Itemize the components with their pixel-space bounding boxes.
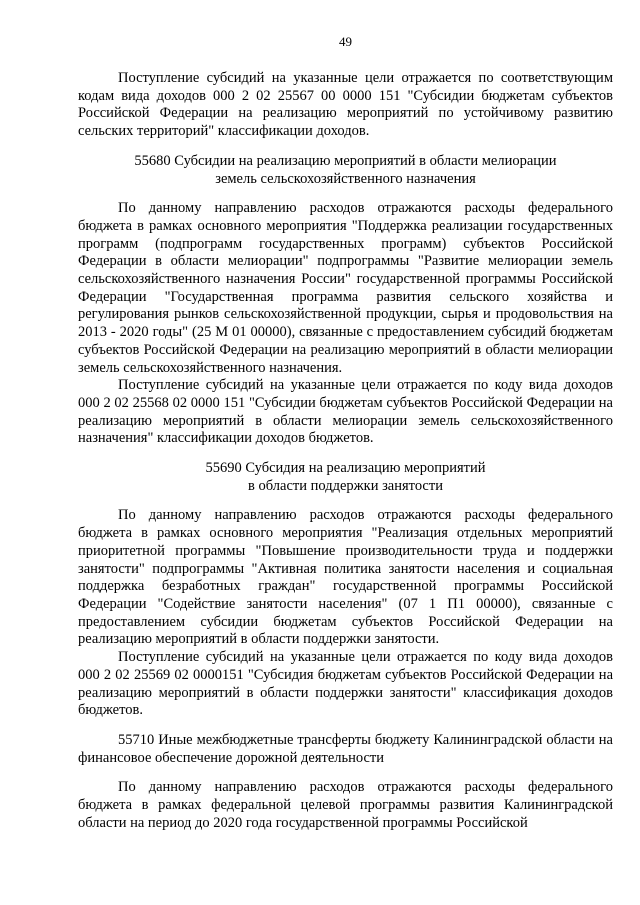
page-content [78, 70, 613, 832]
paragraph-subsidy-income-codes: Поступление субсидий на указанные цели отражается по соответствующим кодам вида доходов 000 2 02 25567 00 0000 151 "Субсидии бюджетам субъектов Российской Федерации на реализацию мероприятий по устойчивому развитию сельских территорий" классификации доходов. [78, 70, 613, 140]
section-heading-55680-line1: 55680 Субсидии на реализацию мероприятий в области мелиорации [134, 152, 557, 169]
section-heading-55690-line2: в области поддержки занятости [248, 477, 443, 494]
paragraph-55680-description: По данному направлению расходов отражаются расходы федерального бюджета в рамках основного мероприятия "Поддержка реализации государственных программ (подпрограмм государственных программ) субъектов Российской Федерации в области мелиорации" подпрограммы "Развитие мелиорации земель сельскохозяйственного назначения России" государственной программы Российской Федерации "Государственная программа развития сельского хозяйства и регулирования рынков сельскохозяйственной продукции, сырья и продовольствия на 2013 - 2020 годы" (25 М 01 00000), связанные с предоставлением субсидий бюджетам субъектов Российской Федерации на реализацию мероприятий в области мелиорации земель сельскохозяйственного назначения. [78, 200, 613, 376]
section-heading-55710: 55710 Иные межбюджетные трансферты бюджету Калининградской области на финансовое обеспечение дорожной деятельности [78, 731, 613, 766]
section-heading-55680 [78, 153, 613, 188]
paragraph-55710-description: По данному направлению расходов отражаются расходы федерального бюджета в рамках федеральной целевой программы развития Калининградской области на период до 2020 года государственной программы Российской [78, 779, 613, 831]
paragraph-55690-income-code: Поступление субсидий на указанные цели отражается по коду вида доходов 000 2 02 25569 02 0000151 "Субсидия бюджетам субъектов Российской Федерации на реализацию мероприятий в области поддержки занятости" классификация доходов бюджетов. [78, 649, 613, 719]
section-heading-55690-line1: 55690 Субсидия на реализацию мероприятий [205, 460, 486, 477]
paragraph-55690-description: По данному направлению расходов отражаются расходы федерального бюджета в рамках основного мероприятия "Реализация отдельных мероприятий приоритетной программы "Повышение производительности труда и поддержки занятости" подпрограммы "Активная политика занятости населения и социальная поддержка безработных граждан" государственной программы Российской Федерации "Содействие занятости населения" (07 1 П1 00000), связанные с предоставлением субсидии бюджетам субъектов Российской Федерации на реализацию мероприятий в области поддержки занятости. [78, 507, 613, 648]
paragraph-55680-income-code: Поступление субсидий на указанные цели отражается по коду вида доходов 000 2 02 25568 02 0000 151 "Субсидии бюджетам субъектов Российской Федерации на реализацию мероприятий в области мелиорации земель сельскохозяйственного назначения" классификации доходов бюджетов. [78, 377, 613, 447]
section-heading-55690 [78, 460, 613, 495]
section-heading-55680-line2: земель сельскохозяйственного назначения [215, 170, 476, 187]
page-number: 49 [339, 34, 352, 49]
